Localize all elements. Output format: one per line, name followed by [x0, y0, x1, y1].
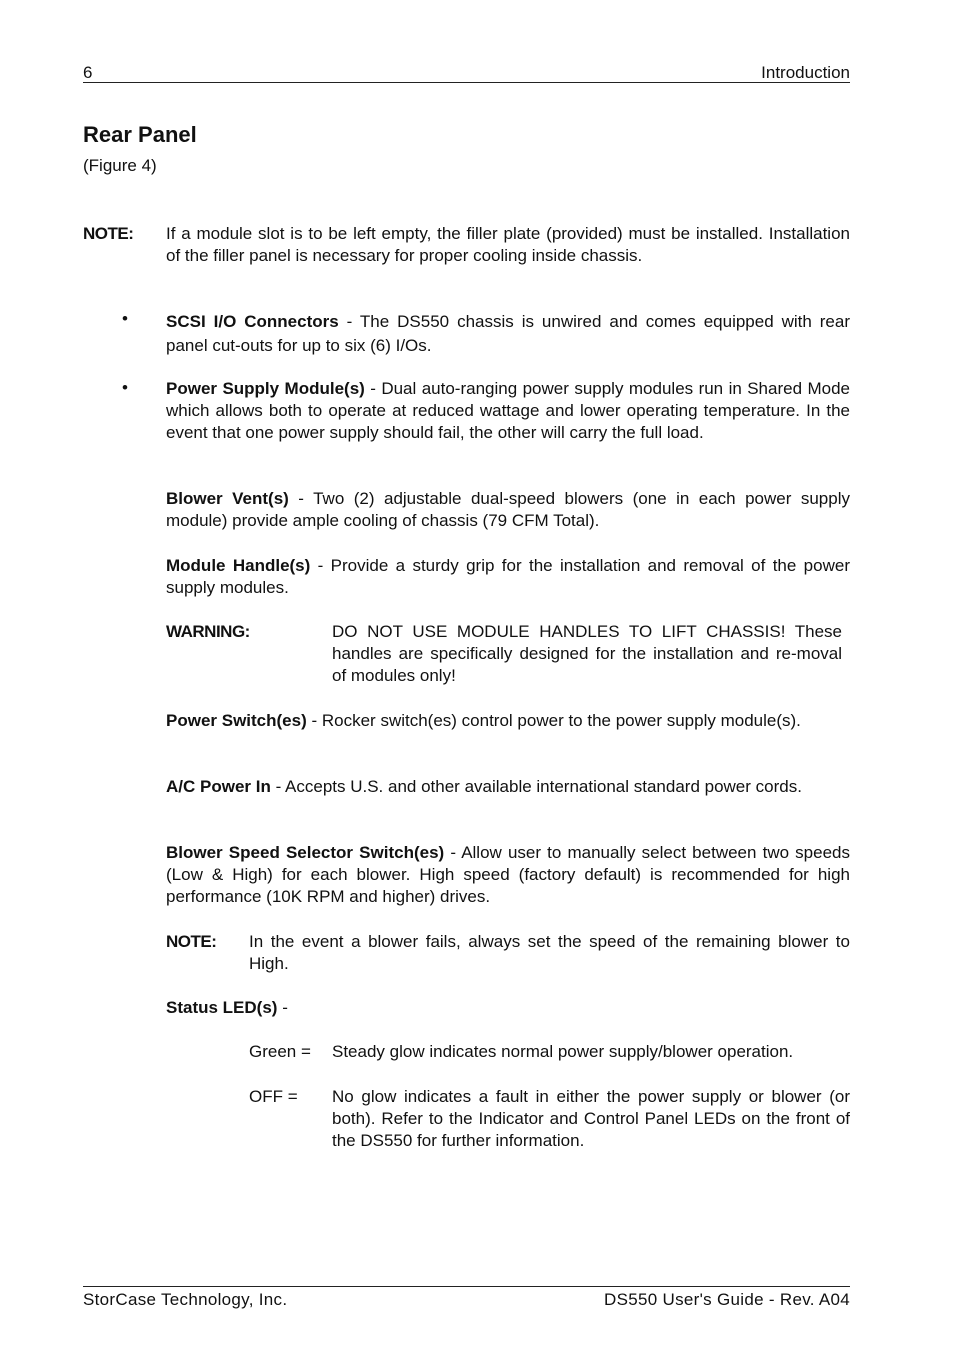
psu-term: Power Supply Module(s) — [166, 379, 365, 398]
note-label: NOTE: — [166, 932, 217, 951]
scsi-term: SCSI I/O Connectors — [166, 312, 339, 331]
blower-speed-text: - Allow user to manually select between two speeds (Low & High) for each blower. High speed (factory default) is recommended for high performance (10K RPM and higher) drives. — [166, 843, 850, 906]
note-label: NOTE: — [83, 224, 134, 243]
scsi-connectors-item — [166, 310, 850, 358]
bullet-marker: • — [122, 378, 128, 397]
green-label: Green = — [249, 1042, 311, 1061]
page-number: 6 — [83, 63, 93, 82]
module-handle-item — [166, 555, 850, 599]
footer-company: StorCase Technology, Inc. — [83, 1290, 288, 1309]
blower-speed-item — [166, 842, 850, 908]
power-switch-item — [166, 710, 850, 732]
note-text: If a module slot is to be left empty, the filler plate (provided) must be installed. Installation of the filler panel is necessary for proper cooling inside chassis. — [166, 224, 850, 265]
warning-label: WARNING: — [166, 622, 250, 641]
power-switch-term: Power Switch(es) — [166, 711, 307, 730]
scsi-text: - The DS550 chassis is unwired and comes equipped with rear panel cut-outs for up to six (6) I/Os. — [166, 312, 851, 355]
blower-vent-item — [166, 488, 850, 532]
blower-vent-text: - Two (2) adjustable dual-speed blowers (one in each power supply module) provide ample cooling of chassis (79 CFM Total). — [166, 489, 850, 530]
bullet-marker: • — [122, 309, 128, 328]
module-handle-text: - Provide a sturdy grip for the installation and removal of the power supply modules. — [166, 556, 850, 597]
note-text: In the event a blower fails, always set the speed of the remaining blower to High. — [249, 932, 850, 973]
off-text: No glow indicates a fault in either the power supply or blower (or both). Refer to the Indicator and Control Panel LEDs on the front of the DS550 for further information. — [332, 1087, 850, 1150]
running-header: Introduction — [761, 63, 850, 82]
ac-power-term: A/C Power In — [166, 777, 271, 796]
section-title: Rear Panel — [83, 122, 197, 147]
module-handle-term: Module Handle(s) — [166, 556, 311, 575]
blower-speed-term: Blower Speed Selector Switch(es) — [166, 843, 445, 862]
footer-rule — [83, 1286, 850, 1287]
warning-text: DO NOT USE MODULE HANDLES TO LIFT CHASSIS! These handles are specifically designed for the installation and re-moval of modules only! — [332, 622, 842, 685]
psu-text: - Dual auto-ranging power supply modules run in Shared Mode which allows both to operate at reduced wattage and lower operating temperature. In the event that one power supply should fail, the other will carry the full load. — [166, 379, 850, 442]
figure-reference: (Figure 4) — [83, 156, 157, 175]
status-led-item — [166, 997, 288, 1019]
power-switch-text: - Rocker switch(es) control power to the power supply module(s). — [306, 711, 801, 730]
off-label: OFF = — [249, 1087, 298, 1106]
status-led-text: - — [277, 998, 288, 1017]
green-text: Steady glow indicates normal power supply/blower operation. — [332, 1042, 794, 1061]
ac-power-text: - Accepts U.S. and other available international standard power cords. — [270, 777, 802, 796]
blower-vent-term: Blower Vent(s) — [166, 489, 289, 508]
status-led-term: Status LED(s) — [166, 998, 278, 1017]
footer-guide-title: DS550 User's Guide - Rev. A04 — [604, 1290, 850, 1309]
header-rule — [83, 82, 850, 83]
power-supply-item — [166, 378, 850, 444]
ac-power-item — [166, 776, 850, 798]
